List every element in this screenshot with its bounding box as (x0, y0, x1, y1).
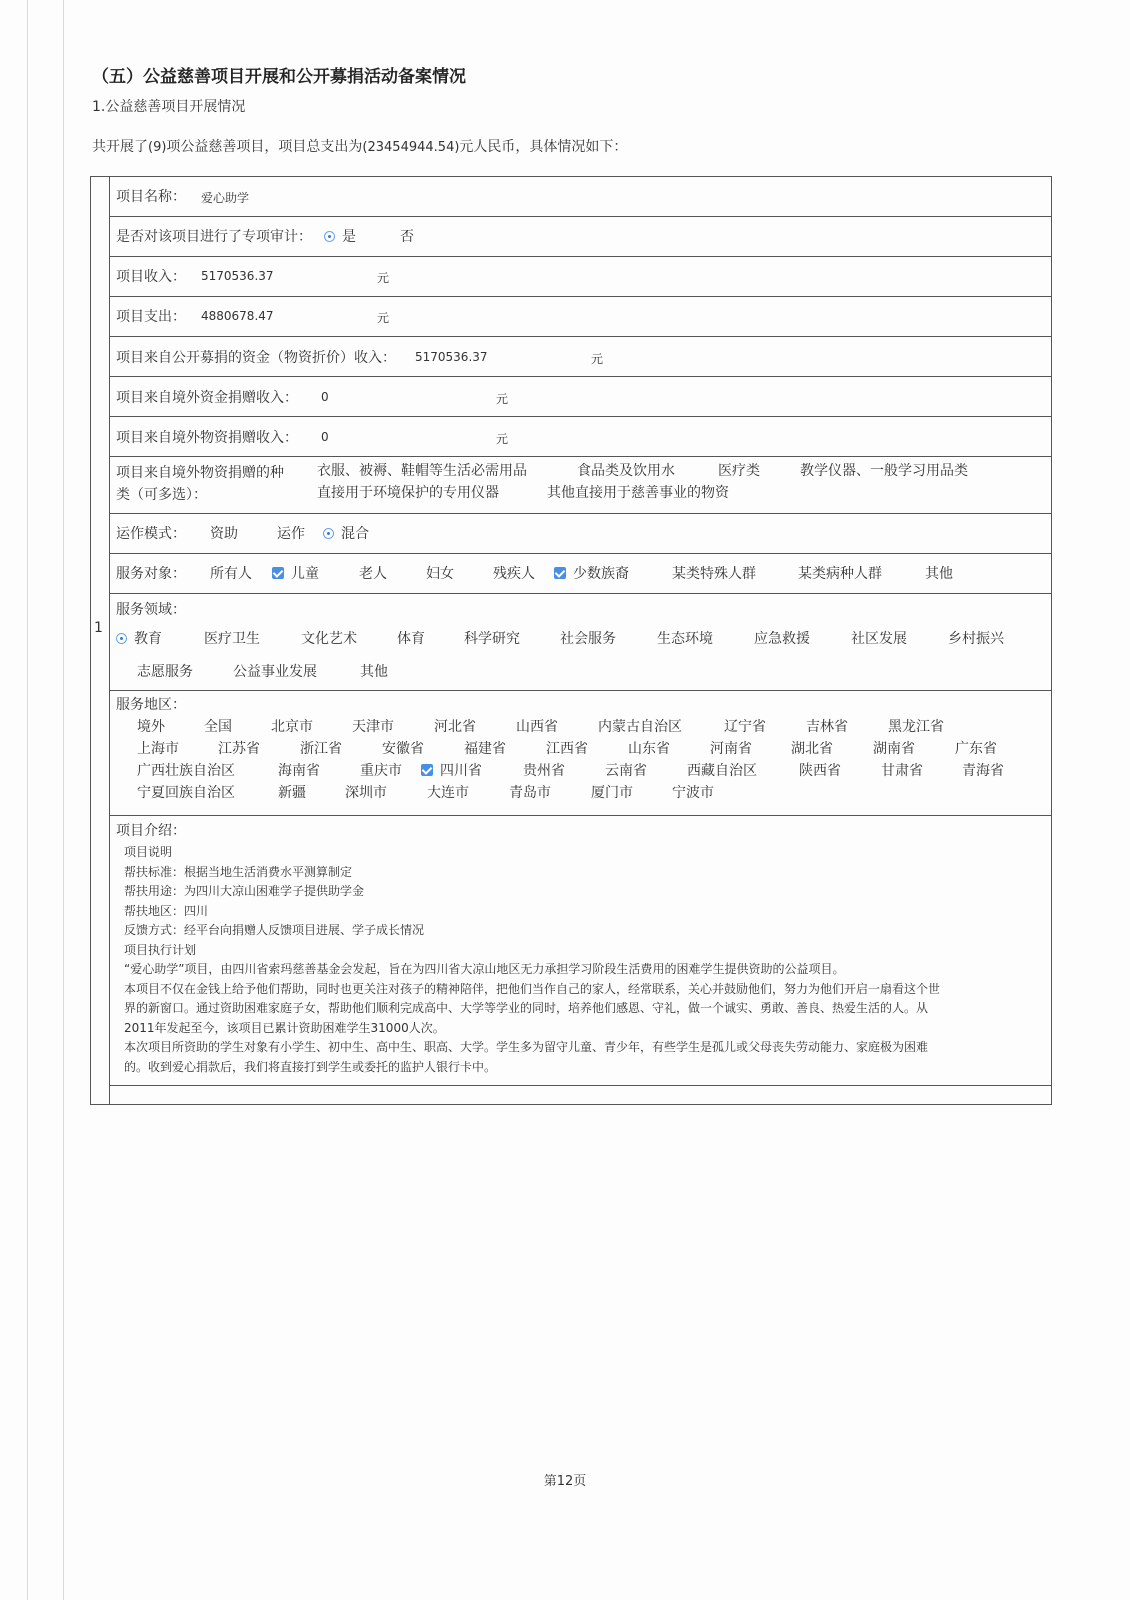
income-value: 5170536.37 (201, 269, 274, 283)
total-expense: (23454944.54) (362, 140, 460, 155)
region-option-checked[interactable]: 四川省 (421, 760, 482, 780)
region-option[interactable]: 福建省 (464, 741, 506, 757)
target-option[interactable]: 所有人 (210, 566, 252, 582)
region-option[interactable]: 内蒙古自治区 (598, 719, 682, 735)
region-option[interactable]: 西藏自治区 (687, 763, 757, 779)
summary-suffix: 元人民币，具体情况如下： (459, 139, 628, 155)
intro-line: 本次项目所资助的学生对象有小学生、初中生、高中生、职高、大学。学生多为留守儿童、青少年，有些学生是孤儿或父母丧失劳动能力、家庭极为困难 (124, 1040, 929, 1054)
region-option[interactable]: 河北省 (434, 719, 476, 735)
page-number: 第12页 (543, 1474, 587, 1489)
row-expense (110, 296, 1051, 337)
region-option[interactable]: 天津市 (352, 719, 394, 735)
expense-value: 4880678.47 (201, 309, 274, 323)
region-option[interactable]: 新疆 (278, 785, 306, 801)
field-option[interactable]: 乡村振兴 (948, 631, 1004, 647)
section-title: （五）公益慈善项目开展和公开募捐活动备案情况 (92, 67, 466, 87)
row-audit (110, 216, 1051, 257)
region-option[interactable]: 宁波市 (672, 785, 714, 801)
row-foreign-cash (110, 376, 1051, 417)
public-fund-value: 5170536.37 (415, 350, 488, 364)
field-option[interactable]: 文化艺术 (301, 631, 357, 647)
region-option[interactable]: 云南省 (605, 763, 647, 779)
region-option[interactable]: 宁夏回族自治区 (137, 785, 235, 801)
row-field (110, 593, 1051, 691)
mode-option-selected[interactable]: 混合 (323, 523, 369, 543)
intro-line: “爱心助学”项目，由四川省索玛慈善基金会发起，旨在为四川省大凉山地区无力承担学习阶段生活费用的困难学生提供资助的公益项目。 (124, 962, 845, 976)
field-option[interactable]: 体育 (397, 631, 425, 647)
radio-selected-icon (324, 231, 335, 242)
field-option-selected[interactable]: 教育 (116, 628, 162, 648)
expense-label: 项目支出： (116, 309, 186, 325)
mode-label: 运作模式： (116, 526, 186, 542)
region-option[interactable]: 广东省 (955, 741, 997, 757)
intro-label: 项目介绍： (116, 823, 186, 839)
region-option[interactable]: 江苏省 (218, 741, 260, 757)
region-option[interactable]: 浙江省 (300, 741, 342, 757)
intro-line: 帮扶标准：根据当地生活消费水平测算制定 (124, 864, 353, 879)
region-label: 服务地区： (116, 697, 186, 713)
region-option[interactable]: 北京市 (271, 719, 313, 735)
name-label: 项目名称： (116, 189, 186, 205)
project-detail (109, 176, 1052, 1086)
summary-text (92, 136, 627, 156)
intro-line: 项目执行计划 (124, 942, 197, 957)
audit-yes-option[interactable]: 是 (324, 226, 356, 246)
intro-line: 帮扶地区：四川 (124, 903, 209, 918)
target-option[interactable]: 某类病种人群 (798, 566, 882, 582)
region-option[interactable]: 重庆市 (360, 763, 402, 779)
row-target (110, 553, 1051, 594)
name-value: 爱心助学 (201, 191, 250, 205)
region-option[interactable]: 厦门市 (591, 785, 633, 801)
region-option[interactable]: 河南省 (710, 741, 752, 757)
region-option[interactable]: 青海省 (962, 763, 1004, 779)
field-option[interactable]: 社区发展 (851, 631, 907, 647)
region-option[interactable]: 吉林省 (806, 719, 848, 735)
goods-type-label: 项目来自境外物资捐赠的种 (116, 465, 284, 481)
audit-label: 是否对该项目进行了专项审计： (116, 229, 312, 245)
goods-type-option[interactable]: 医疗类 (718, 463, 760, 479)
field-option[interactable]: 社会服务 (560, 631, 616, 647)
target-option-checked[interactable]: 儿童 (272, 563, 319, 583)
target-option[interactable]: 妇女 (426, 566, 454, 582)
region-option[interactable]: 湖北省 (791, 741, 833, 757)
target-option[interactable]: 残疾人 (493, 566, 535, 582)
region-option[interactable]: 全国 (204, 719, 232, 735)
project-count: (9) (148, 140, 167, 155)
field-option[interactable]: 医疗卫生 (204, 631, 260, 647)
project-index: 1 (94, 620, 103, 636)
index-column (90, 176, 110, 1105)
intro-line: 反馈方式：经平台向捐赠人反馈项目进展、学子成长情况 (124, 923, 425, 937)
public-fund-unit: 元 (591, 352, 604, 366)
goods-type-label-cont: 类（可多选）： (116, 487, 207, 503)
summary-prefix: 共开展了 (92, 139, 148, 155)
region-option[interactable]: 上海市 (137, 741, 179, 757)
target-option[interactable]: 其他 (925, 566, 953, 582)
region-option[interactable]: 江西省 (546, 741, 588, 757)
field-option[interactable]: 科学研究 (464, 631, 520, 647)
field-option[interactable]: 志愿服务 (137, 664, 193, 680)
goods-type-option[interactable]: 教学仪器、一般学习用品类 (800, 463, 968, 479)
checkbox-checked-icon (272, 567, 284, 579)
checkbox-checked-icon (554, 567, 566, 579)
target-option-checked[interactable]: 少数族裔 (554, 563, 629, 583)
target-option[interactable]: 老人 (359, 566, 387, 582)
intro-line: 本项目不仅在金钱上给予他们帮助，同时也更关注对孩子的精神陪伴，把他们当作自己的家人，经常联系，关心并鼓励他们，努力为他们开启一扇看这个世 (124, 981, 941, 996)
goods-type-option[interactable]: 衣服、被褥、鞋帽等生活必需用品 (317, 463, 527, 479)
foreign-goods-value: 0 (321, 430, 329, 444)
foreign-cash-unit: 元 (496, 392, 509, 406)
row-foreign-goods (110, 416, 1051, 457)
sub-title: 1.公益慈善项目开展情况 (92, 99, 246, 115)
region-option[interactable]: 湖南省 (873, 741, 915, 757)
foreign-goods-unit: 元 (496, 432, 509, 446)
mode-option[interactable]: 运作 (277, 526, 305, 542)
region-option[interactable]: 贵州省 (523, 763, 565, 779)
foreign-cash-value: 0 (321, 390, 329, 404)
row-public-fund (110, 336, 1051, 377)
radio-selected-icon (323, 528, 334, 539)
region-option[interactable]: 海南省 (278, 763, 320, 779)
region-option[interactable]: 境外 (137, 719, 165, 735)
foreign-cash-label: 项目来自境外资金捐赠收入： (116, 390, 298, 406)
summary-mid: 项公益慈善项目，项目总支出为 (166, 139, 363, 155)
region-option[interactable]: 辽宁省 (724, 719, 766, 735)
row-intro (110, 815, 1051, 1085)
field-option[interactable]: 公益事业发展 (233, 664, 317, 680)
field-option[interactable]: 其他 (360, 664, 388, 680)
project-table (90, 176, 1052, 1105)
region-option[interactable]: 陕西省 (799, 763, 841, 779)
radio-selected-icon (116, 633, 127, 644)
row-goods-types (110, 456, 1051, 514)
goods-type-option[interactable]: 直接用于环境保护的专用仪器 (317, 485, 499, 501)
checkbox-checked-icon (421, 764, 433, 776)
region-option[interactable]: 青岛市 (509, 785, 551, 801)
intro-line: 帮扶用途：为四川大凉山困难学子提供助学金 (124, 884, 365, 898)
region-option[interactable]: 深圳市 (345, 785, 387, 801)
row-region (110, 690, 1051, 816)
intro-body (124, 843, 1034, 1077)
public-fund-label: 项目来自公开募捐的资金（物资折价）收入： (116, 350, 396, 366)
goods-type-option[interactable]: 食品类及饮用水 (577, 463, 675, 479)
intro-line: 的。收到爱心捐款后，我们将直接打到学生或委托的监护人银行卡中。 (124, 1059, 497, 1074)
region-option[interactable]: 黑龙江省 (888, 719, 944, 735)
region-option[interactable]: 甘肃省 (881, 763, 923, 779)
row-income (110, 256, 1051, 297)
row-mode (110, 513, 1051, 554)
audit-no-option[interactable]: 否 (400, 229, 414, 245)
intro-line: 项目说明 (124, 845, 173, 859)
intro-line: 界的新窗口。通过资助困难家庭子女，帮助他们顺利完成高中、大学等学业的同时，培养他们感恩、守礼，做一个诚实、勇敢、善良、热爱生活的人。从 (124, 1001, 929, 1015)
intro-line: 2011年发起至今，该项目已累计资助困难学生31000人次。 (124, 1020, 445, 1035)
scan-edge-line (27, 0, 28, 1600)
scan-edge-line (63, 0, 64, 1600)
mode-option[interactable]: 资助 (210, 526, 238, 542)
row-project-name (110, 176, 1051, 217)
field-option[interactable]: 生态环境 (657, 631, 713, 647)
expense-unit: 元 (377, 311, 390, 325)
field-label: 服务领域： (116, 602, 186, 618)
region-option[interactable]: 安徽省 (382, 741, 424, 757)
region-option[interactable]: 广西壮族自治区 (137, 763, 235, 779)
foreign-goods-label: 项目来自境外物资捐赠收入： (116, 430, 298, 446)
income-label: 项目收入： (116, 269, 186, 285)
region-option[interactable]: 大连市 (427, 785, 469, 801)
field-option[interactable]: 应急救援 (754, 631, 810, 647)
goods-type-option[interactable]: 其他直接用于慈善事业的物资 (547, 485, 729, 501)
target-option[interactable]: 某类特殊人群 (672, 566, 756, 582)
target-label: 服务对象： (116, 566, 186, 582)
region-option[interactable]: 山东省 (628, 741, 670, 757)
region-option[interactable]: 山西省 (516, 719, 558, 735)
income-unit: 元 (377, 271, 390, 285)
